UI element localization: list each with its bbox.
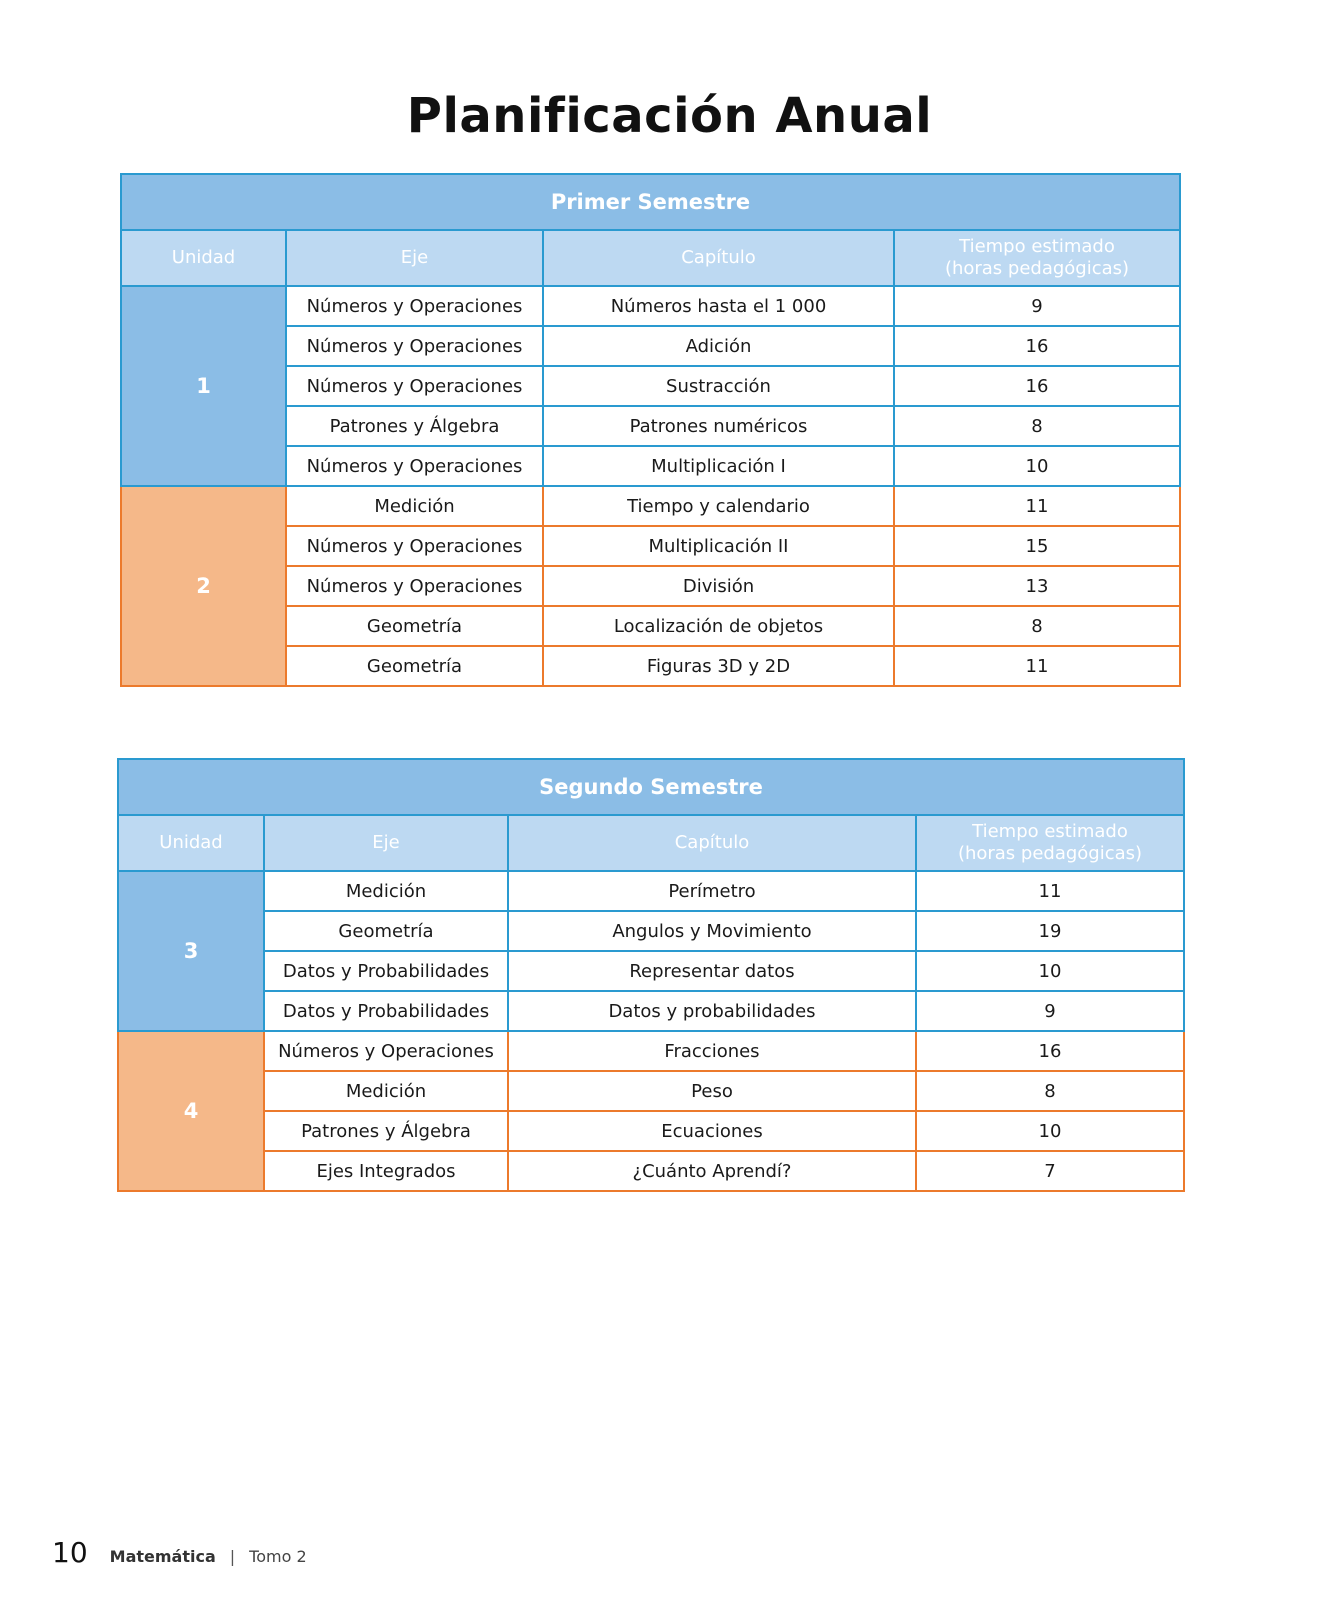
table-row [121,286,1180,326]
eje-cell: Geometría [286,606,543,646]
semester-title: Segundo Semestre [118,759,1184,815]
capitulo-cell: Datos y probabilidades [508,991,916,1031]
col-header-tiempo-line2: (horas pedagógicas) [957,843,1143,864]
tiempo-cell: 10 [894,446,1180,486]
eje-cell: Números y Operaciones [286,326,543,366]
capitulo-cell: Multiplicación II [543,526,894,566]
table-row [118,1071,1184,1111]
capitulo-cell: Perímetro [508,871,916,911]
page-number: 10 [52,1536,88,1569]
capitulo-cell: Fracciones [508,1031,916,1071]
eje-cell: Medición [264,871,508,911]
eje-cell: Números y Operaciones [286,566,543,606]
capitulo-cell: Representar datos [508,951,916,991]
tiempo-cell: 11 [916,871,1184,911]
tiempo-cell: 9 [894,286,1180,326]
col-header-tiempo-line1: Tiempo estimado [972,821,1128,842]
book-title: Matemática [109,1547,216,1566]
second-semester-body [118,759,1184,1191]
tiempo-cell: 13 [894,566,1180,606]
col-header-eje: Eje [264,815,508,871]
table-row [118,951,1184,991]
tiempo-cell: 9 [916,991,1184,1031]
col-header-eje: Eje [286,230,543,286]
col-header-capitulo: Capítulo [543,230,894,286]
first-semester-body [121,174,1180,686]
col-header-unidad: Unidad [121,230,286,286]
column-header-row [118,815,1184,871]
col-header-tiempo [894,230,1180,286]
capitulo-cell: Peso [508,1071,916,1111]
eje-cell: Datos y Probabilidades [264,991,508,1031]
tiempo-cell: 11 [894,646,1180,686]
unit-number-cell: 2 [121,486,286,686]
eje-cell: Geometría [264,911,508,951]
capitulo-cell: ¿Cuánto Aprendí? [508,1151,916,1191]
semester-title: Primer Semestre [121,174,1180,230]
table-row [118,1151,1184,1191]
second-semester-table [117,758,1185,1192]
col-header-tiempo-line1: Tiempo estimado [959,236,1115,257]
eje-cell: Números y Operaciones [264,1031,508,1071]
tiempo-cell: 8 [916,1071,1184,1111]
tiempo-cell: 8 [894,606,1180,646]
eje-cell: Patrones y Álgebra [264,1111,508,1151]
capitulo-cell: Localización de objetos [543,606,894,646]
tiempo-cell: 8 [894,406,1180,446]
table-row [121,486,1180,526]
page-title: Planificación Anual [406,88,933,144]
table-row [118,871,1184,911]
capitulo-cell: División [543,566,894,606]
page-footer [52,1536,307,1569]
eje-cell: Medición [286,486,543,526]
tiempo-cell: 7 [916,1151,1184,1191]
eje-cell: Medición [264,1071,508,1111]
eje-cell: Ejes Integrados [264,1151,508,1191]
table-row [118,991,1184,1031]
tiempo-cell: 16 [916,1031,1184,1071]
eje-cell: Números y Operaciones [286,366,543,406]
col-header-tiempo-line2: (horas pedagógicas) [944,258,1130,279]
tiempo-cell: 16 [894,366,1180,406]
unit-number-cell: 4 [118,1031,264,1191]
capitulo-cell: Tiempo y calendario [543,486,894,526]
eje-cell: Datos y Probabilidades [264,951,508,991]
eje-cell: Geometría [286,646,543,686]
capitulo-cell: Figuras 3D y 2D [543,646,894,686]
col-header-capitulo: Capítulo [508,815,916,871]
eje-cell: Patrones y Álgebra [286,406,543,446]
tiempo-cell: 10 [916,951,1184,991]
capitulo-cell: Números hasta el 1 000 [543,286,894,326]
eje-cell: Números y Operaciones [286,286,543,326]
capitulo-cell: Adición [543,326,894,366]
semester-title-row [118,759,1184,815]
capitulo-cell: Patrones numéricos [543,406,894,446]
first-semester-table [120,173,1181,687]
unit-number-cell: 1 [121,286,286,486]
capitulo-cell: Multiplicación I [543,446,894,486]
capitulo-cell: Ecuaciones [508,1111,916,1151]
tiempo-cell: 11 [894,486,1180,526]
col-header-tiempo [916,815,1184,871]
table-row [118,1031,1184,1071]
eje-cell: Números y Operaciones [286,526,543,566]
footer-separator: | [229,1547,236,1566]
col-header-unidad: Unidad [118,815,264,871]
column-header-row [121,230,1180,286]
tiempo-cell: 19 [916,911,1184,951]
capitulo-cell: Sustracción [543,366,894,406]
eje-cell: Números y Operaciones [286,446,543,486]
table-row [118,1111,1184,1151]
tiempo-cell: 15 [894,526,1180,566]
volume-label: Tomo 2 [249,1547,307,1566]
table-row [118,911,1184,951]
unit-number-cell: 3 [118,871,264,1031]
tiempo-cell: 16 [894,326,1180,366]
semester-title-row [121,174,1180,230]
tiempo-cell: 10 [916,1111,1184,1151]
capitulo-cell: Angulos y Movimiento [508,911,916,951]
